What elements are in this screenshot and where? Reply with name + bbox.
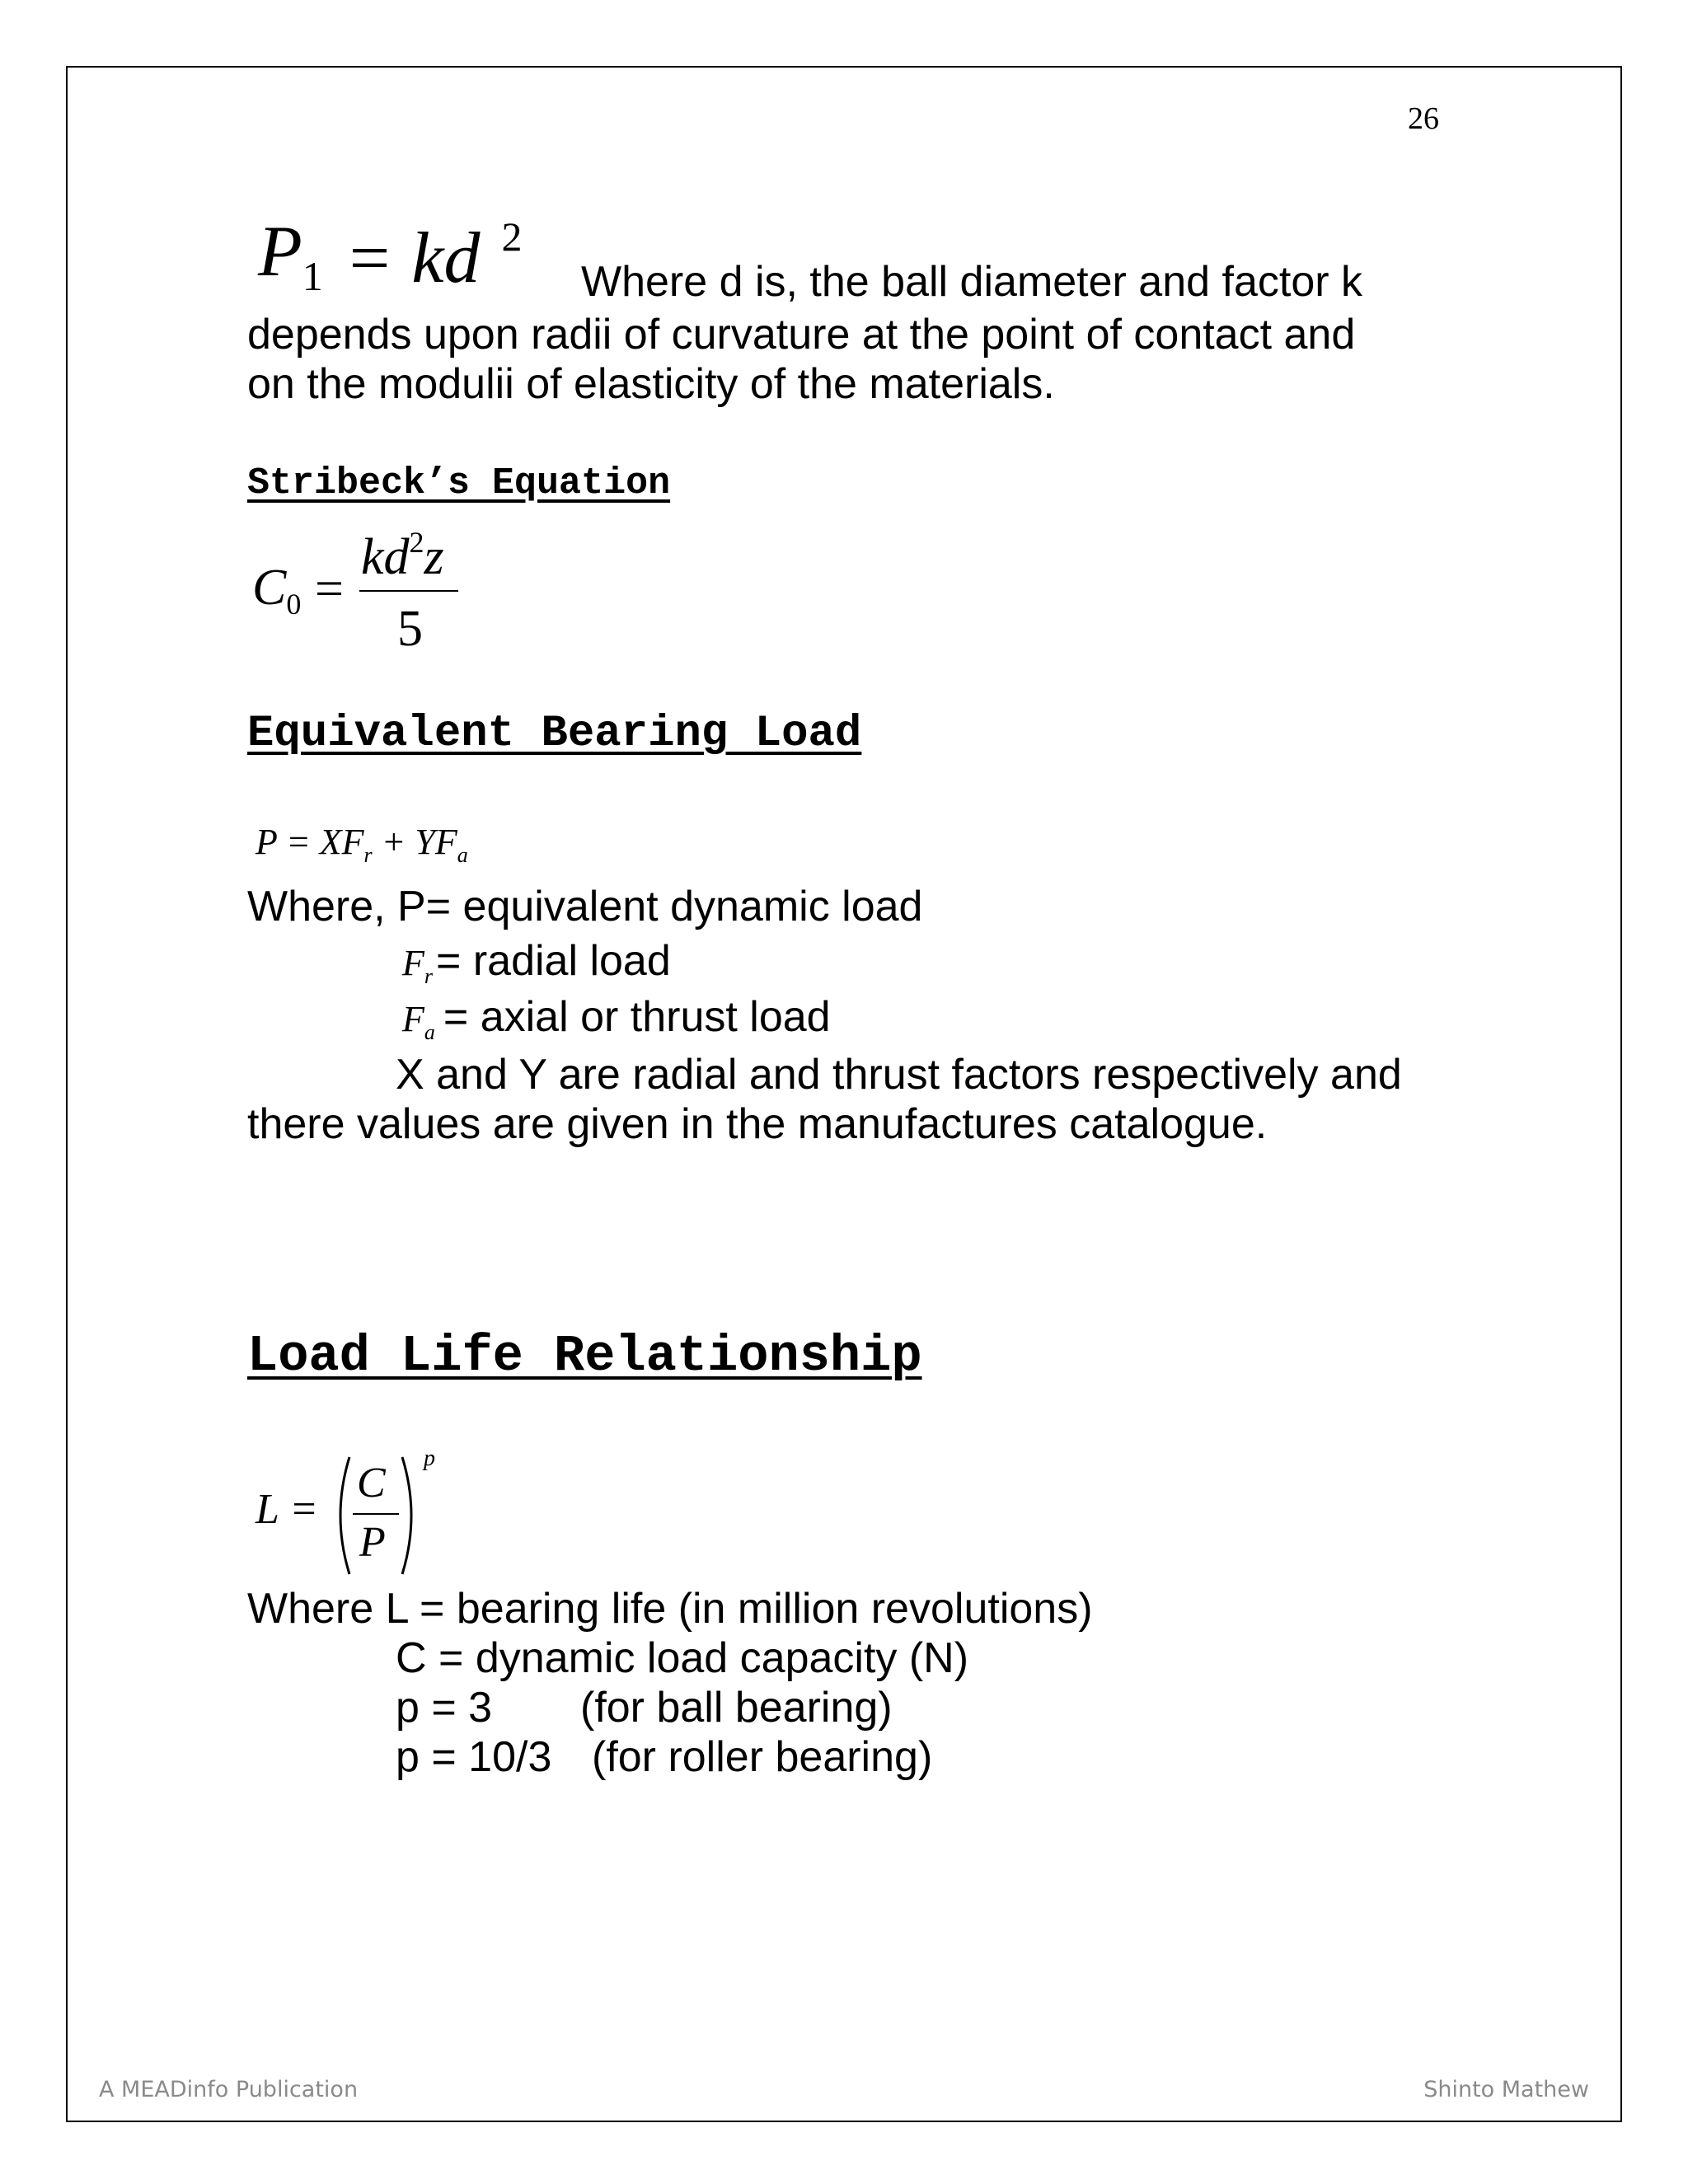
intro-eq-sup: 2 <box>501 213 523 260</box>
stribeck-fraction-bar <box>359 590 458 592</box>
load-life-fraction-bar <box>353 1513 399 1515</box>
load-life-exponent: p <box>424 1446 435 1471</box>
load-life-def-3a: p = 3 <box>396 1684 493 1732</box>
fr-text: = radial load <box>436 937 671 985</box>
intro-equation <box>258 212 323 299</box>
footer-author: Shinto Mathew <box>1423 2077 1589 2102</box>
load-life-right-paren <box>399 1454 424 1577</box>
load-life-denominator: P <box>359 1519 386 1566</box>
load-life-def-4a: p = 10/3 <box>396 1733 552 1781</box>
stribeck-numerator: $kd^2z$ <box>361 526 444 585</box>
intro-eq-sub: 1 <box>302 253 323 299</box>
load-life-def-2: C = dynamic load capacity (N) <box>396 1634 969 1682</box>
stribeck-denominator: 5 <box>397 601 423 657</box>
fa-definition <box>402 993 831 1044</box>
xy-line-1: X and Y are radial and thrust factors respectively and <box>396 1051 1402 1099</box>
load-life-def-4b: (for roller bearing) <box>592 1733 933 1781</box>
fa-text: = axial or thrust load <box>443 993 831 1041</box>
stribeck-heading: Stribeck’s Equation <box>247 462 671 504</box>
intro-line-3: on the modulii of elasticity of the materials. <box>247 360 1055 408</box>
page-number: 26 <box>1408 101 1439 136</box>
load-life-lhs: L = <box>256 1486 319 1533</box>
fr-symbol: $F_r$ <box>402 943 434 988</box>
load-life-def-3b: (for ball bearing) <box>580 1684 893 1732</box>
equivalent-equation: $P = XF_r + YF_a$ <box>256 822 468 867</box>
load-life-numerator: C <box>357 1460 386 1507</box>
stribeck-lhs: C0 <box>252 560 302 621</box>
intro-line-1: Where d is, the ball diameter and factor k <box>581 258 1363 306</box>
load-life-left-paren <box>328 1454 353 1577</box>
stribeck-equals: = <box>315 561 344 617</box>
load-life-heading: Load Life Relationship <box>247 1327 922 1385</box>
fr-definition <box>402 937 671 988</box>
intro-eq-rhs: = kd $^2$ <box>345 213 523 298</box>
equivalent-heading: Equivalent Bearing Load <box>247 709 862 759</box>
footer-publication: A MEADinfo Publication <box>99 2077 359 2102</box>
xy-line-2: there values are given in the manufactures catalogue. <box>247 1100 1268 1148</box>
equivalent-where-line: Where, P= equivalent dynamic load <box>247 883 923 930</box>
load-life-def-1: Where L = bearing life (in million revolutions) <box>247 1585 1093 1633</box>
intro-line-2: depends upon radii of curvature at the point of contact and <box>247 311 1356 359</box>
intro-eq-lhs: P <box>258 212 302 292</box>
fa-symbol: $F_a$ <box>402 999 435 1044</box>
